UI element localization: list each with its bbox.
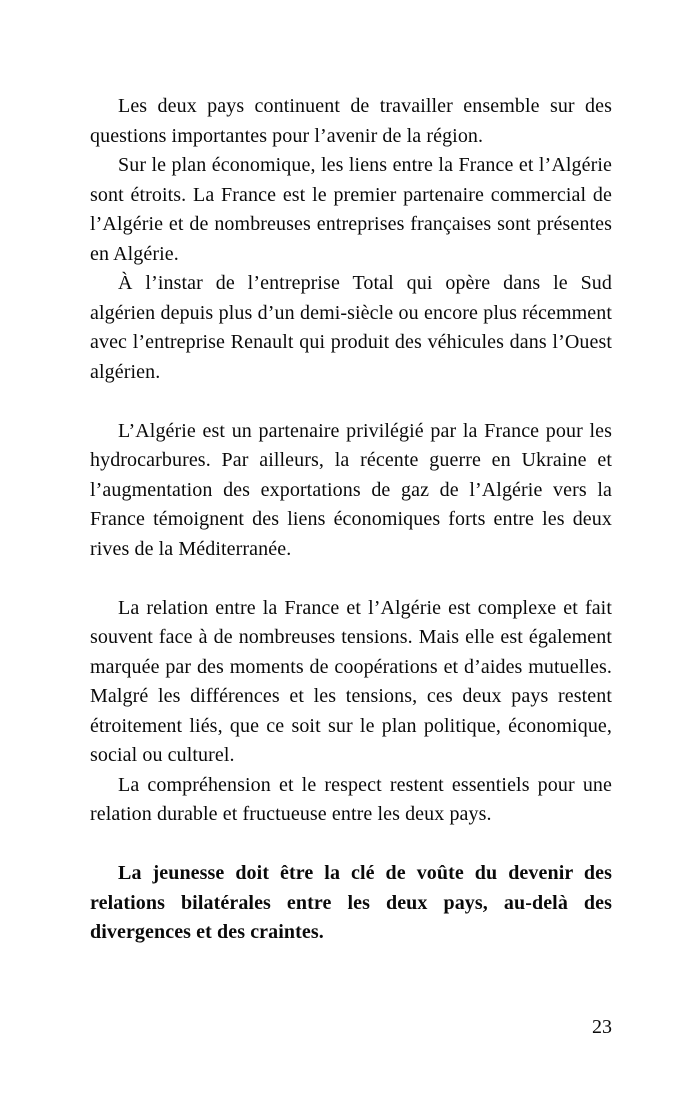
paragraph-7-bold-conclusion: La jeunesse doit être la clé de voûte du devenir des relations bilatérales entre les deux pays, au-delà des divergences et des craintes. — [90, 862, 612, 943]
page-number: 23 — [592, 1016, 612, 1038]
paragraph-3: À l’instar de l’entreprise Total qui opère dans le Sud algérien depuis plus d’un demi-siècle ou encore plus récemment avec l’entreprise Renault qui produit des véhicules dans l’Ouest algérien. — [90, 272, 612, 383]
paragraph-1: Les deux pays continuent de travailler ensemble sur des questions importantes pour l’avenir de la région. — [90, 95, 612, 147]
paragraph-2: Sur le plan économique, les liens entre la France et l’Algérie sont étroits. La France est le premier partenaire commercial de l’Algérie et de nombreuses entreprises françaises sont présentes en Algérie. — [90, 154, 612, 265]
paragraph-5: La relation entre la France et l’Algérie est complexe et fait souvent face à de nombreuses tensions. Mais elle est également marquée par des moments de coopérations et d’aides mutuelles. Malgré les différences et les tensions, ces deux pays restent étroitement liés, que ce soit sur le plan politique, économique, social ou culturel. — [90, 596, 612, 766]
paragraph-4: L’Algérie est un partenaire privilégié par la France pour les hydrocarbures. Par ailleurs, la récente guerre en Ukraine et l’augmentation des exportations de gaz de l’Algérie vers la France témoignent des liens économiques forts entre les deux rives de la Méditerranée. — [90, 419, 612, 560]
paragraph-6: La compréhension et le respect restent essentiels pour une relation durable et fructueuse entre les deux pays. — [90, 773, 612, 825]
body-text — [90, 92, 612, 948]
